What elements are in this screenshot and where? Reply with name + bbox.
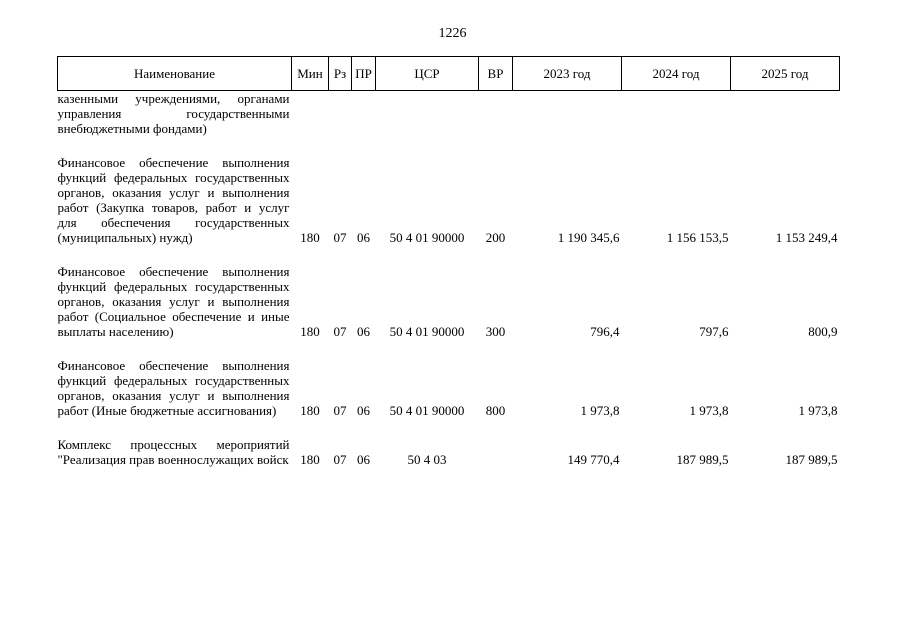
row-spacer xyxy=(58,136,840,155)
header-pr: ПР xyxy=(352,57,376,91)
header-vr: ВР xyxy=(479,57,513,91)
table-row xyxy=(58,437,840,467)
row-vr: 200 xyxy=(485,230,506,245)
table-row xyxy=(58,358,840,418)
header-2024: 2024 год xyxy=(622,57,731,91)
row-pr: 06 xyxy=(357,230,370,245)
row-min xyxy=(292,91,329,137)
row-csr: 50 4 01 90000 xyxy=(389,230,465,245)
row-csr: 50 4 01 90000 xyxy=(389,324,465,339)
row-2025: 187 989,5 xyxy=(785,452,838,467)
row-2023 xyxy=(513,91,622,137)
row-vr: 300 xyxy=(485,324,506,339)
row-min: 180 xyxy=(300,230,320,245)
row-name: Комплекс процессных мероприятий "Реализация прав военнослужащих войск xyxy=(57,437,290,467)
row-csr: 50 4 01 90000 xyxy=(389,403,465,418)
row-2023: 796,4 xyxy=(590,324,620,339)
row-2025 xyxy=(731,91,840,137)
page-number: 1226 xyxy=(438,26,467,41)
row-vr xyxy=(479,91,513,137)
header-rz: Рз xyxy=(329,57,352,91)
row-2024: 187 989,5 xyxy=(676,452,729,467)
row-2025: 1 973,8 xyxy=(798,403,838,418)
row-rz xyxy=(329,91,352,137)
header-name: Наименование xyxy=(58,57,292,91)
row-name: казенными учреждениями, органами управления государственными внебюджетными фондами) xyxy=(57,91,290,136)
row-pr xyxy=(352,91,376,137)
row-2024: 1 156 153,5 xyxy=(666,230,729,245)
row-rz: 07 xyxy=(333,403,347,418)
row-2024: 797,6 xyxy=(699,324,729,339)
row-min: 180 xyxy=(300,452,320,467)
table-header-row xyxy=(58,57,840,91)
row-name: Финансовое обеспечение выполнения функций федеральных государственных органов, оказания услуг и выполнения работ (Иные бюджетные ассигнования) xyxy=(57,358,290,418)
row-spacer xyxy=(58,418,840,437)
row-min: 180 xyxy=(300,324,320,339)
row-2025: 800,9 xyxy=(808,324,838,339)
row-2023: 149 770,4 xyxy=(567,452,620,467)
table-row xyxy=(58,91,840,137)
header-2023: 2023 год xyxy=(513,57,622,91)
row-spacer xyxy=(58,245,840,264)
row-vr: 800 xyxy=(485,403,506,418)
row-2023: 1 973,8 xyxy=(580,403,620,418)
row-min: 180 xyxy=(300,403,320,418)
budget-table xyxy=(57,56,840,467)
row-vr xyxy=(479,437,513,467)
row-pr: 06 xyxy=(357,452,370,467)
table-row xyxy=(58,264,840,339)
row-2024 xyxy=(622,91,731,137)
row-csr: 50 4 03 xyxy=(407,452,447,467)
row-pr: 06 xyxy=(357,403,370,418)
header-csr: ЦСР xyxy=(376,57,479,91)
header-2025: 2025 год xyxy=(731,57,840,91)
row-csr xyxy=(376,91,479,137)
header-min: Мин xyxy=(292,57,329,91)
row-name: Финансовое обеспечение выполнения функций федеральных государственных органов, оказания услуг и выполнения работ (Закупка товаров, работ и услуг для обеспечения государственных (муниципальных) нужд) xyxy=(57,155,290,245)
row-spacer xyxy=(58,339,840,358)
row-2025: 1 153 249,4 xyxy=(775,230,838,245)
table-row xyxy=(58,155,840,245)
row-rz: 07 xyxy=(333,324,347,339)
row-2024: 1 973,8 xyxy=(689,403,729,418)
row-name: Финансовое обеспечение выполнения функций федеральных государственных органов, оказания услуг и выполнения работ (Социальное обеспечение и иные выплаты населению) xyxy=(57,264,290,339)
row-rz: 07 xyxy=(333,452,347,467)
row-rz: 07 xyxy=(333,230,347,245)
row-pr: 06 xyxy=(357,324,370,339)
row-2023: 1 190 345,6 xyxy=(557,230,620,245)
